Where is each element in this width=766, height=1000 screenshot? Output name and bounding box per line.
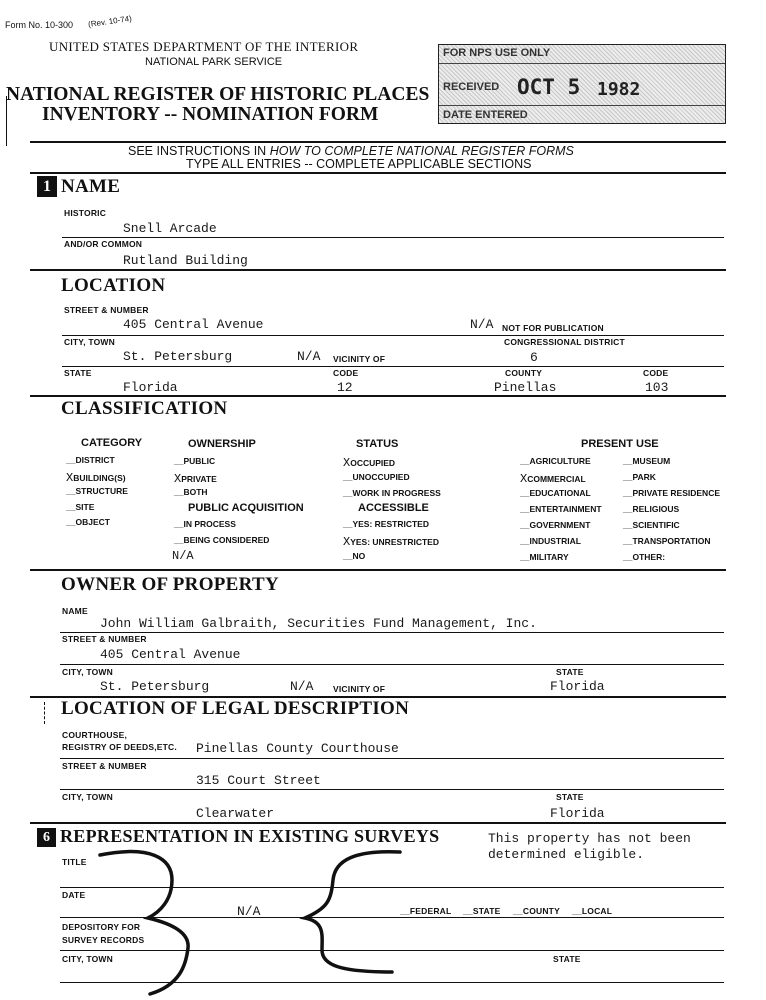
option-label: YES: RESTRICTED: [352, 519, 429, 529]
category-header: CATEGORY: [81, 437, 143, 449]
option-label: PRIVATE: [181, 473, 217, 484]
right-brace-mark: [305, 852, 400, 972]
instructions-line1: SEE INSTRUCTIONS IN HOW TO COMPLETE NATIONAL REGISTER FORMS: [128, 144, 574, 158]
survey-note-line1: This property has not been: [488, 831, 691, 846]
checkbox-mark: __: [520, 488, 530, 498]
option-label: SITE: [75, 501, 95, 512]
county-option: __COUNTY: [513, 906, 560, 916]
checkbox-mark: __: [174, 487, 184, 497]
owner-city-value: St. Petersburg: [100, 679, 210, 694]
date-entered-label: DATE ENTERED: [443, 109, 528, 121]
checkbox-mark: __: [66, 486, 76, 496]
checkbox-mark: __: [66, 517, 76, 527]
checkbox-mark: __: [174, 535, 184, 545]
nps-use-label: FOR NPS USE ONLY: [443, 47, 551, 59]
checkbox-mark: __: [343, 519, 353, 529]
checkbox-mark: __: [623, 552, 633, 562]
form-revision: (Rev. 10-74): [87, 13, 133, 30]
option-label: STRUCTURE: [75, 486, 128, 496]
checkbox-mark: X: [343, 535, 351, 549]
option-label: WORK IN PROGRESS: [352, 488, 441, 498]
registry-label: REGISTRY OF DEEDS,ETC.: [62, 742, 177, 752]
checkbox-mark: __: [623, 536, 633, 546]
checkbox-mark: X: [520, 472, 528, 486]
legal-state-value: Florida: [550, 806, 605, 821]
owner-state-value: Florida: [550, 679, 605, 694]
legal-street-value: 315 Court Street: [196, 773, 321, 788]
option-label: BEING CONSIDERED: [183, 535, 270, 545]
option-label: EDUCATIONAL: [529, 488, 591, 498]
survey-city-label: CITY, TOWN: [62, 954, 113, 964]
option-label: SCIENTIFIC: [632, 520, 680, 530]
received-year-stamp: 1982: [597, 79, 641, 100]
left-brace-mark: [100, 852, 188, 994]
legal-street-label: STREET & NUMBER: [62, 761, 147, 771]
checkbox-mark: __: [520, 552, 530, 562]
option-label: PARK: [632, 472, 656, 482]
public-acquisition-value: N/A: [172, 549, 194, 563]
location-state-label: STATE: [64, 368, 92, 378]
option-label: PUBLIC: [183, 456, 216, 466]
section-title-legal-description: LOCATION OF LEGAL DESCRIPTION: [61, 698, 410, 719]
ownership-header: OWNERSHIP: [188, 438, 256, 450]
courthouse-label: COURTHOUSE,: [62, 730, 128, 740]
public-acquisition-header: PUBLIC ACQUISITION: [188, 502, 304, 514]
checkbox-mark: __: [343, 472, 353, 482]
checkbox-mark: X: [174, 471, 182, 486]
legal-city-value: Clearwater: [196, 806, 275, 821]
checkbox-mark: __: [343, 551, 353, 561]
location-state-value: Florida: [123, 380, 178, 395]
option-label: OCCUPIED: [350, 458, 396, 468]
common-name-value: Rutland Building: [123, 253, 248, 268]
owner-street-label: STREET & NUMBER: [62, 634, 147, 644]
option-label: OTHER:: [632, 552, 666, 562]
status-header: STATUS: [356, 438, 399, 450]
location-city-label: CITY, TOWN: [64, 337, 115, 347]
form-title-line2: INVENTORY -- NOMINATION FORM: [42, 104, 379, 125]
location-street-value: 405 Central Avenue: [123, 317, 264, 332]
courthouse-value: Pinellas County Courthouse: [196, 741, 399, 756]
owner-vicinity-label: VICINITY OF: [333, 684, 386, 694]
checkbox-mark: __: [520, 456, 530, 466]
state-code-value: 12: [337, 380, 353, 395]
option-label: PRIVATE RESIDENCE: [632, 488, 721, 498]
owner-name-value: John William Galbraith, Securities Fund Management, Inc.: [100, 616, 537, 631]
section-title-owner: OWNER OF PROPERTY: [61, 574, 280, 595]
checkbox-mark: __: [623, 520, 633, 530]
option-label: COMMERCIAL: [527, 474, 586, 484]
checkbox-mark: __: [343, 488, 353, 498]
option-label: TRANSPORTATION: [632, 536, 711, 546]
congressional-district-value: 6: [530, 350, 538, 365]
option-label: UNOCCUPIED: [352, 472, 410, 482]
owner-name-label: NAME: [62, 606, 88, 616]
survey-date-label: DATE: [62, 890, 86, 900]
historic-name-value: Snell Arcade: [123, 221, 217, 236]
option-label: ENTERTAINMENT: [529, 504, 602, 514]
survey-date-value: N/A: [237, 904, 261, 919]
option-label: INDUSTRIAL: [529, 536, 581, 546]
option-label: BOTH: [183, 487, 208, 497]
checkbox-mark: __: [174, 456, 184, 466]
checkbox-mark: __: [520, 536, 530, 546]
form-title-line1: NATIONAL REGISTER OF HISTORIC PLACES: [6, 84, 430, 105]
county-label: COUNTY: [505, 368, 543, 378]
option-label: DISTRICT: [75, 455, 115, 465]
checkbox-mark: X: [66, 470, 74, 485]
checkbox-mark: __: [520, 520, 530, 530]
option-label: BUILDING(S): [73, 472, 126, 483]
checkbox-mark: __: [174, 519, 184, 529]
option-label: MUSEUM: [632, 456, 671, 466]
location-street-label: STREET & NUMBER: [64, 305, 149, 315]
section-title-location: LOCATION: [61, 275, 166, 296]
service-name: NATIONAL PARK SERVICE: [145, 56, 283, 68]
accessible-header: ACCESSIBLE: [358, 502, 429, 514]
location-city-value: St. Petersburg: [123, 349, 233, 364]
section-title-representation: REPRESENTATION IN EXISTING SURVEYS: [60, 826, 440, 846]
option-label: MILITARY: [529, 552, 569, 562]
survey-records-label: SURVEY RECORDS: [62, 935, 145, 945]
option-label: OBJECT: [75, 517, 110, 527]
checkbox-mark: __: [623, 456, 633, 466]
option-label: YES: UNRESTRICTED: [350, 537, 439, 547]
checkbox-mark: X: [343, 456, 351, 470]
section-title-classification: CLASSIFICATION: [61, 398, 228, 419]
option-label: NO: [352, 551, 366, 561]
historic-label: HISTORIC: [64, 208, 107, 218]
instructions-line2: TYPE ALL ENTRIES -- COMPLETE APPLICABLE SECTIONS: [186, 157, 532, 171]
checkbox-mark: __: [66, 455, 76, 465]
checkbox-mark: __: [623, 488, 633, 498]
not-for-publication-label: NOT FOR PUBLICATION: [502, 323, 604, 333]
section-title-name: NAME: [61, 176, 121, 197]
location-vicinity-value: N/A: [297, 349, 321, 364]
department-name: UNITED STATES DEPARTMENT OF THE INTERIOR: [49, 39, 359, 54]
local-option: __LOCAL: [572, 906, 613, 916]
state-option: __STATE: [463, 906, 501, 916]
county-value: Pinellas: [494, 380, 557, 395]
legal-state-label: STATE: [556, 792, 584, 802]
location-vicinity-label: VICINITY OF: [333, 354, 386, 364]
section-number-1: 1: [37, 176, 57, 197]
state-code-label: CODE: [333, 368, 359, 378]
owner-city-label: CITY, TOWN: [62, 667, 113, 677]
option-label: GOVERNMENT: [529, 520, 591, 530]
legal-city-label: CITY, TOWN: [62, 792, 113, 802]
county-code-label: CODE: [643, 368, 669, 378]
survey-note-line2: determined eligible.: [488, 847, 645, 862]
depository-label: DEPOSITORY FOR: [62, 922, 141, 932]
survey-state-label: STATE: [553, 954, 581, 964]
checkbox-mark: __: [623, 472, 633, 482]
received-date-stamp: OCT 5: [517, 75, 581, 99]
form-number: Form No. 10-300: [5, 20, 74, 30]
option-label: IN PROCESS: [183, 519, 236, 529]
received-label: RECEIVED: [443, 81, 500, 93]
checkbox-mark: __: [520, 504, 530, 514]
survey-title-label: TITLE: [62, 857, 87, 867]
owner-state-label: STATE: [556, 667, 584, 677]
section-number-6: 6: [37, 828, 56, 847]
owner-street-value: 405 Central Avenue: [100, 647, 241, 662]
not-for-publication-value: N/A: [470, 317, 494, 332]
option-label: AGRICULTURE: [529, 456, 591, 466]
federal-option: __FEDERAL: [400, 906, 452, 916]
common-name-label: AND/OR COMMON: [64, 239, 143, 249]
option-label: RELIGIOUS: [632, 504, 680, 514]
county-code-value: 103: [645, 380, 669, 395]
present-use-header: PRESENT USE: [581, 438, 659, 450]
checkbox-mark: __: [623, 504, 633, 514]
congressional-district-label: CONGRESSIONAL DISTRICT: [504, 337, 625, 347]
checkbox-mark: __: [66, 501, 76, 512]
owner-vicinity-value: N/A: [290, 679, 314, 694]
